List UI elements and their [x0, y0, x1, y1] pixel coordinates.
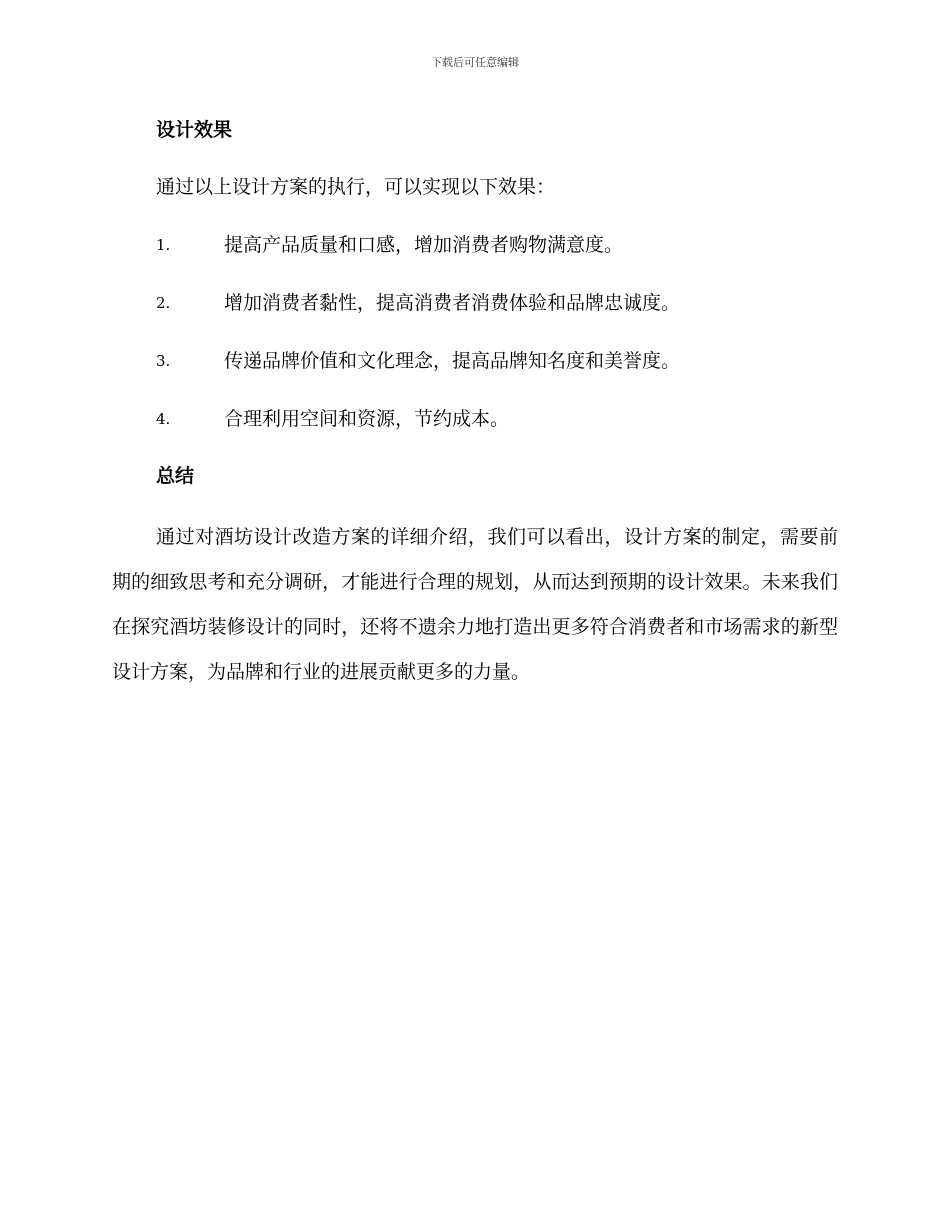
list-item-text: 传递品牌价值和文化理念，提高品牌知名度和美誉度。: [224, 350, 681, 372]
list-item: [112, 343, 838, 379]
page-header: 下载后可任意编辑: [431, 56, 519, 69]
list-item: [112, 227, 838, 263]
document-body: [112, 112, 838, 695]
list-item-text: 提高产品质量和口感，增加消费者购物满意度。: [224, 234, 624, 256]
section-heading-summary: 总结: [156, 465, 195, 487]
effects-intro: 通过以上设计方案的执行，可以实现以下效果：: [156, 176, 556, 198]
list-item-number: 1.: [156, 236, 171, 254]
list-item-number: 4.: [156, 410, 171, 428]
summary-paragraph: 通过对酒坊设计改造方案的详细介绍，我们可以看出，设计方案的制定，需要前期的细致思考和充分调研，才能进行合理的规划，从而达到预期的设计效果。未来我们在探究酒坊装修设计的同时，还将不遗余力地打造出更多符合消费者和市场需求的新型设计方案，为品牌和行业的进展贡献更多的力量。: [112, 526, 838, 683]
section-heading-effects: 设计效果: [156, 119, 233, 141]
list-item-number: 3.: [156, 352, 171, 370]
effects-list: [112, 227, 838, 437]
list-item-text: 增加消费者黏性，提高消费者消费体验和品牌忠诚度。: [224, 292, 681, 314]
list-item: [112, 285, 838, 321]
list-item-text: 合理利用空间和资源，节约成本。: [224, 408, 510, 430]
list-item-number: 2.: [156, 294, 171, 312]
list-item: [112, 401, 838, 437]
